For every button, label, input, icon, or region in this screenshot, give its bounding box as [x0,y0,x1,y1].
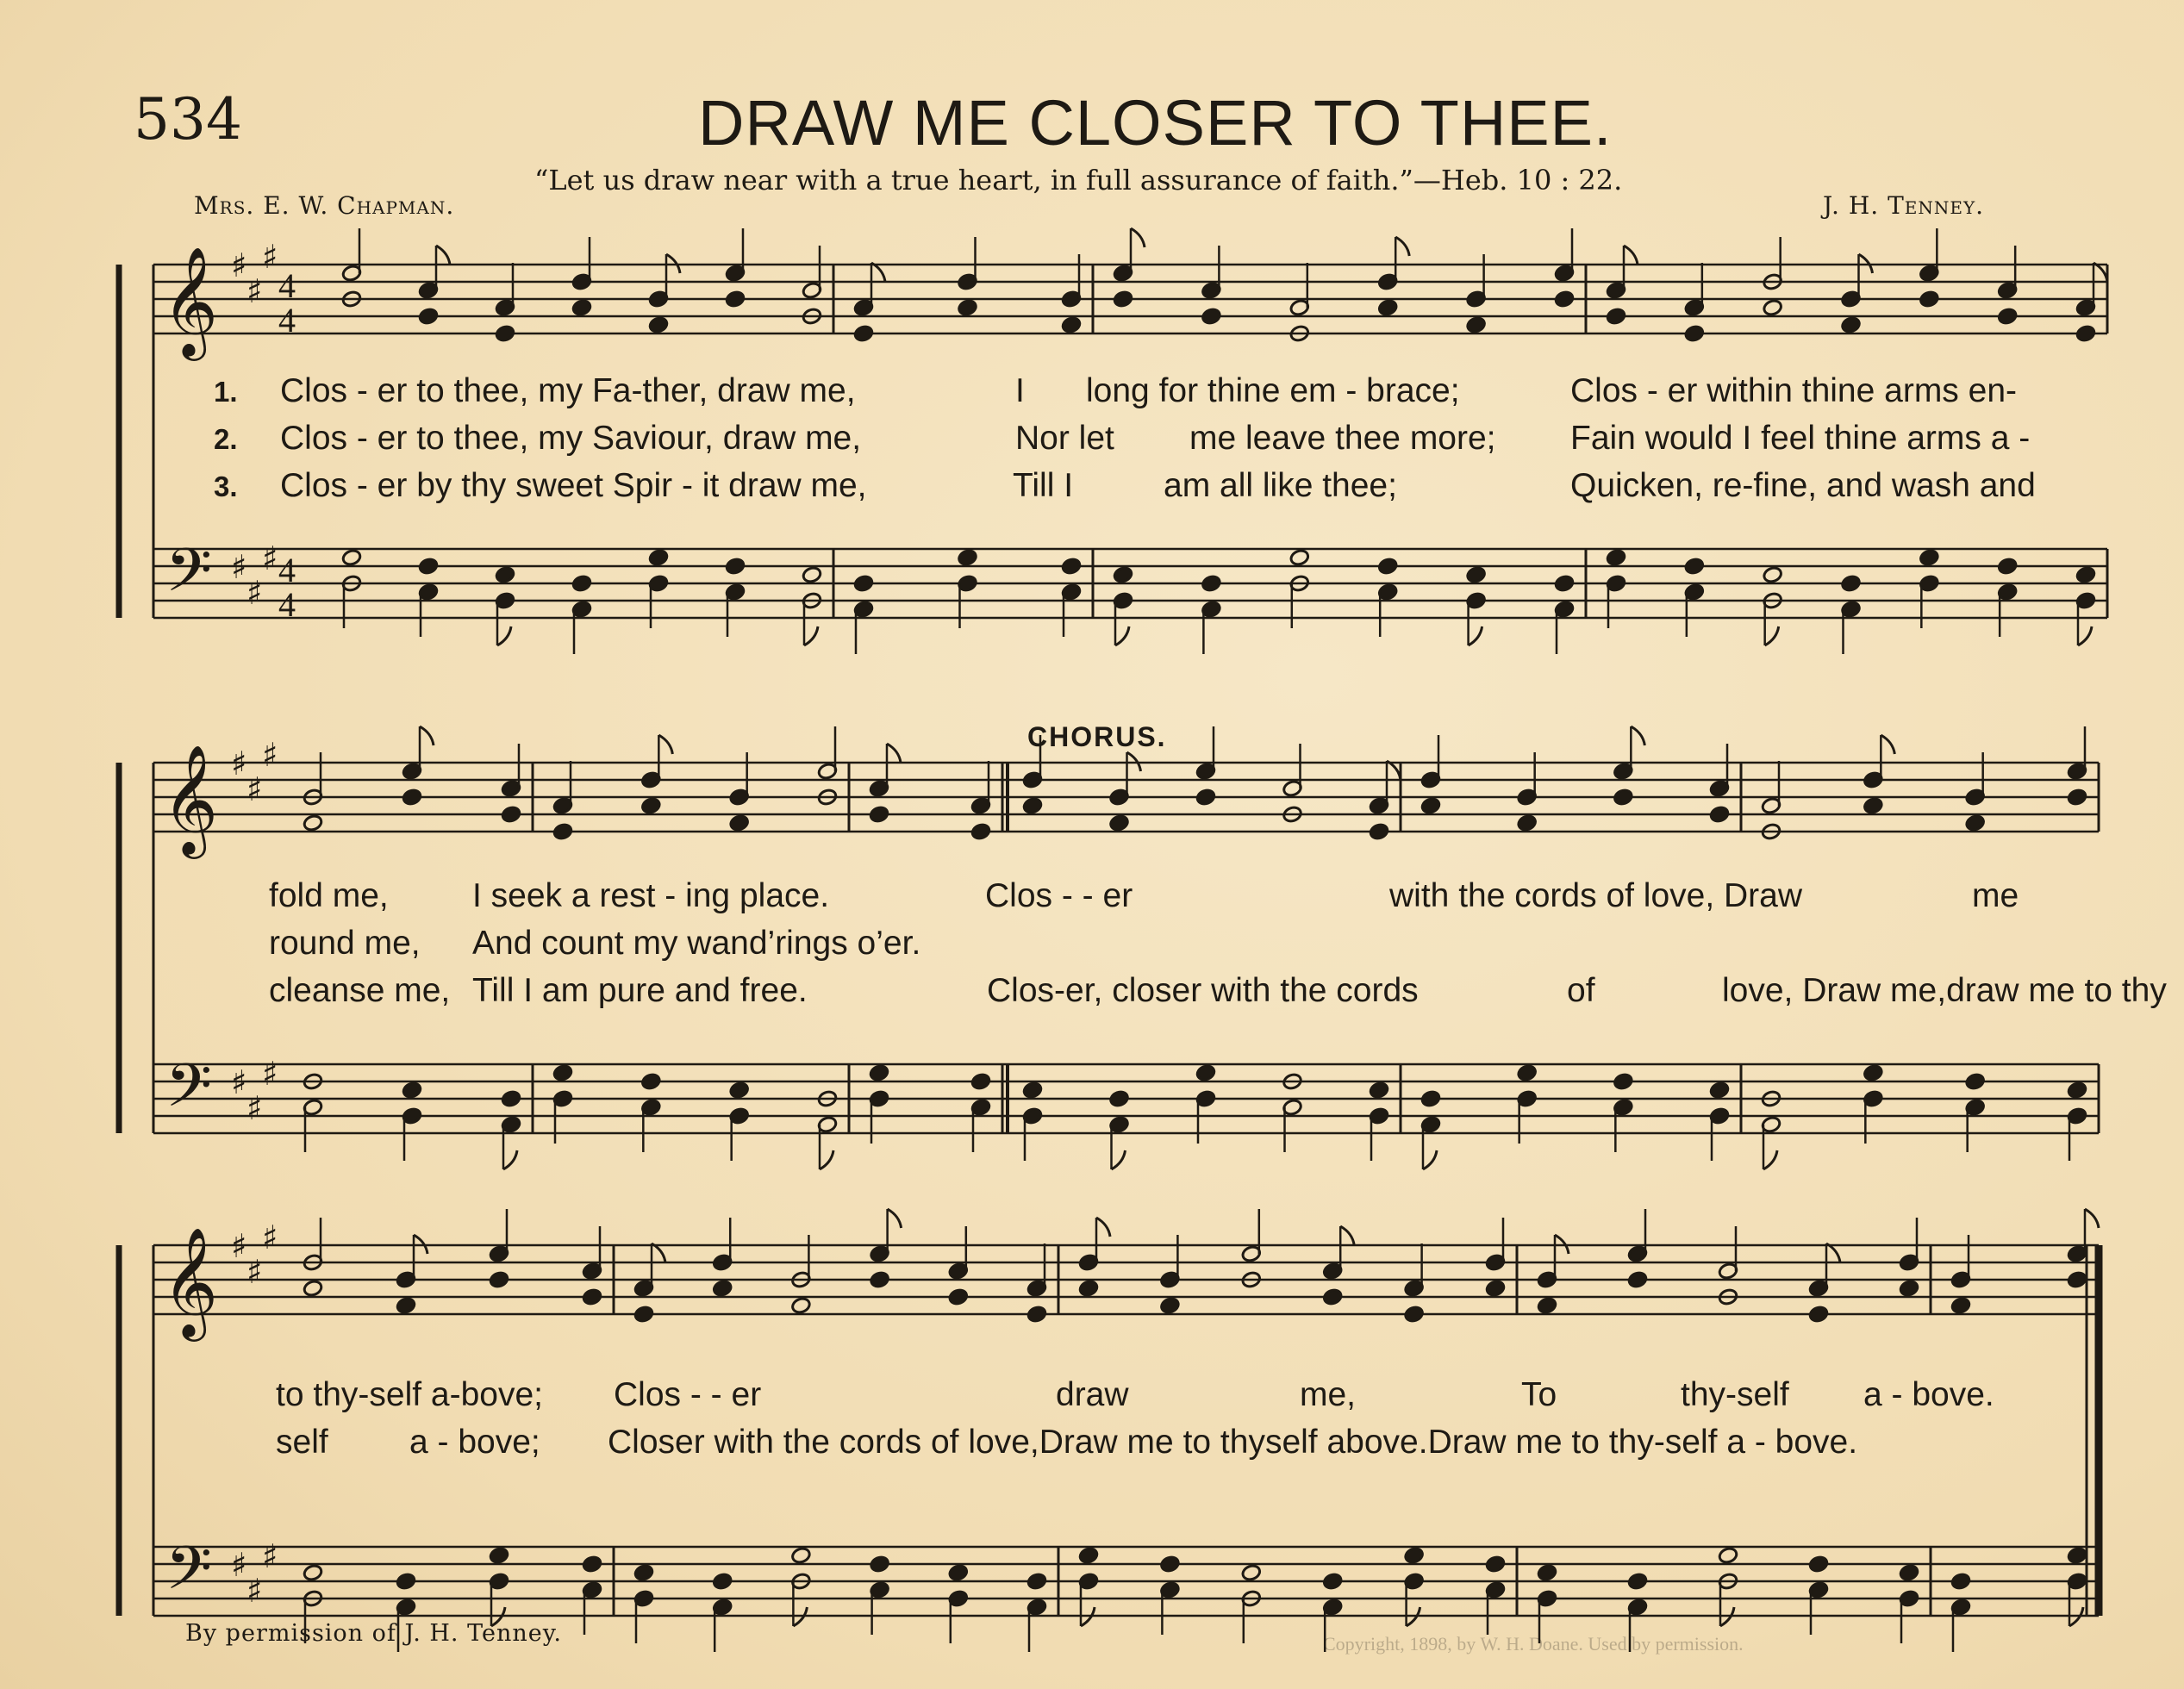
lyric-s1-v1-c: long for thine em - brace; [1086,372,1460,409]
lyric-s3-v1-b: Clos - - er [614,1376,762,1413]
bass-note-upper [1863,1064,1883,1082]
bass-note-upper [633,1564,654,1582]
treble-note-lower [2067,788,2087,807]
lyric-s3-v3-b: a - bove; [409,1424,540,1461]
lyric-s2-v3-d: of [1567,972,1595,1009]
bass-note-upper [725,558,746,576]
treble-note-lower [1195,788,1216,807]
bass-note-upper [1997,558,2018,576]
bass-note-upper [1537,1564,1557,1582]
bass-note-upper [341,549,362,567]
note-flag [1765,626,1779,645]
bass-note-upper [790,1547,811,1565]
bass-note-upper [2067,1081,2087,1100]
treble-note-lower [1061,316,1082,334]
treble-note-lower [729,814,750,832]
note-flag [658,735,672,754]
bass-note-upper [1420,1090,1441,1108]
lyric-s1-v2-d: Fain would I feel thine arms a - [1570,420,2031,457]
treble-note-lower [725,290,746,309]
bass-note-upper [1022,1081,1043,1100]
bass-clef-icon: 𝄢 [165,1050,213,1135]
treble-note-lower [1113,290,1133,309]
treble-note-lower [1022,797,1043,815]
bass-note-upper [1201,575,1221,593]
treble-note-lower [1159,1297,1180,1315]
treble-note-lower [970,823,991,841]
bass-note-upper [948,1564,969,1582]
treble-note-lower [2067,1271,2087,1289]
bass-note-upper [2075,566,2096,584]
treble-note-lower [582,1288,602,1306]
bass-note-upper [418,558,439,576]
note-flag [652,1243,665,1262]
sharp-sign: ♯ [262,736,278,774]
treble-note-lower [2075,325,2096,343]
bass-note-upper [1950,1573,1971,1591]
treble-note-lower [1763,299,1783,317]
treble-note-lower [1709,806,1730,824]
treble-note-lower [1841,316,1862,334]
bass-note-upper [1627,1573,1648,1591]
lyric-s2-v2-b: And count my wand’rings o’er. [472,925,921,962]
lyric-s1-v1-b: I [1015,372,1025,409]
bass-note-upper [582,1555,602,1574]
bass-note-upper [1718,1547,1738,1565]
sharp-sign: ♯ [262,1537,278,1575]
bass-note-upper [489,1547,509,1565]
lyric-s3-v3-c: Closer with the cords of love,Draw me to thyself above.Draw me to thy-self a - bove. [608,1424,1858,1461]
bass-note-upper [648,549,669,567]
lyric-s1-v2-b: Nor let [1015,420,1114,457]
lyric-s2-v1-d: with the cords of love, Draw [1389,877,1803,914]
bass-note-upper [402,1081,422,1100]
note-flag [820,1150,833,1169]
treble-note-lower [1606,308,1626,326]
lyric-s3-v1-a: to thy-self a-bove; [276,1376,543,1413]
time-signature-bottom: 4 [278,301,296,340]
bass-note-upper [1241,1564,1262,1582]
treble-note-lower [1965,814,1986,832]
bass-note-upper [1109,1090,1130,1108]
note-flag [503,1150,517,1169]
note-flag [1131,228,1145,247]
bass-note-upper [1113,566,1133,584]
sharp-sign: ♯ [246,272,263,310]
lyric-s1-v3-d: Quicken, re-fine, and wash and [1570,467,2036,504]
lyric-s3-v1-d: me, [1300,1376,1357,1413]
note-flag [871,263,885,282]
note-flag [1631,726,1644,745]
bleed-through-copyright: Copyright, 1898, by W. H. Doane. Used by permission. [1323,1633,1744,1655]
bass-note-upper [571,575,592,593]
verse-number-3: 3. [214,471,238,502]
note-flag [1112,1150,1126,1169]
note-flag [1395,237,1409,256]
treble-note-lower [640,797,661,815]
bass-note-upper [1919,549,1939,567]
bass-note-upper [958,549,978,567]
page-title: DRAW ME CLOSER TO THEE. [698,87,1613,159]
bass-note-upper [1899,1564,1919,1582]
treble-note-lower [1613,788,1633,807]
lyric-s2-v2-a: round me, [269,925,421,962]
bass-note-upper [1289,549,1310,567]
scripture-epigraph: “Let us draw near with a true heart, in full assurance of faith.”—Heb. 10 : 22. [534,164,1623,196]
treble-note-lower [869,806,889,824]
treble-note-lower [489,1271,509,1289]
treble-note-lower [1950,1297,1971,1315]
time-signature-top: 4 [278,551,296,589]
sharp-sign: ♯ [231,1546,247,1584]
bass-note-upper [870,1555,890,1574]
bass-note-upper [2067,1547,2087,1565]
bass-note-upper [802,566,822,584]
treble-note-lower [1863,797,1883,815]
note-flag [1624,246,1638,265]
lyric-s1-v1-d: Clos - er within thine arms en- [1570,372,2018,409]
chorus-label: CHORUS. [1027,721,1167,752]
lyric-s2-v3-c: Clos-er, closer with the cords [987,972,1419,1009]
bass-note-upper [853,575,874,593]
bass-note-upper [1613,1073,1633,1091]
treble-note-lower [552,823,573,841]
sharp-sign: ♯ [246,574,263,612]
verse-number-2: 2. [214,423,238,455]
treble-note-lower [870,1271,890,1289]
note-flag [1826,1243,1840,1262]
bass-note-upper [869,1064,889,1082]
sharp-sign: ♯ [262,1218,278,1256]
treble-note-lower [1026,1306,1047,1324]
treble-note-lower [1899,1280,1919,1298]
sharp-sign: ♯ [231,745,247,782]
treble-note-lower [1485,1280,1506,1298]
treble-note-lower [1997,308,2018,326]
lyric-s3-v3-a: self [276,1424,328,1461]
treble-note-lower [1627,1271,1648,1289]
bass-note-upper [1763,566,1783,584]
lyric-s2-v1-b: I seek a rest - ing place. [472,877,830,914]
bass-note-upper [1195,1064,1216,1082]
treble-clef-icon: 𝄞 [162,744,219,854]
note-flag [1881,735,1894,754]
sharp-sign: ♯ [231,1063,247,1101]
lyric-s1-v3-c: am all like thee; [1164,467,1397,504]
sharp-sign: ♯ [262,539,278,577]
treble-note-lower [1466,316,1487,334]
lyric-s2-v1-a: fold me, [269,877,389,914]
sharp-sign: ♯ [246,1572,263,1610]
bass-note-upper [1709,1081,1730,1100]
treble-clef-icon: 𝄞 [162,1226,219,1337]
treble-note-lower [1808,1306,1829,1324]
treble-note-lower [648,316,669,334]
lyric-s1-v1-a: Clos - er to thee, my Fa-ther, draw me, [280,372,856,409]
bass-note-upper [1684,558,1705,576]
lyric-s2-v3-e: love, Draw me,draw me to thy [1722,972,2167,1009]
bass-note-upper [1485,1555,1506,1574]
bass-note-upper [495,566,515,584]
lyric-s1-v3-a: Clos - er by thy sweet Spir - it draw me, [280,467,867,504]
note-flag [887,744,901,763]
bass-note-upper [1061,558,1082,576]
time-signature-bottom: 4 [278,585,296,624]
note-flag [436,246,450,265]
treble-note-lower [303,814,323,832]
bass-note-upper [303,1564,323,1582]
note-flag [1423,1150,1437,1169]
bass-note-upper [1026,1573,1047,1591]
note-flag [888,1209,902,1228]
lyric-s3-v1-c: draw [1056,1376,1129,1413]
note-flag [2078,626,2092,645]
treble-note-lower [501,806,521,824]
lyric-s3-v1-f: thy-self [1681,1376,1789,1413]
bass-note-upper [552,1064,573,1082]
note-flag [420,726,434,745]
bass-note-upper [729,1081,750,1100]
hymn-number: 534 [134,86,242,153]
lyric-s2-v1-e: me [1972,877,2019,914]
treble-note-lower [1517,814,1538,832]
bass-note-upper [1554,575,1575,593]
lyric-s1-v2-a: Clos - er to thee, my Saviour, draw me, [280,420,862,457]
bass-note-upper [640,1073,661,1091]
sharp-sign: ♯ [231,1227,247,1265]
note-flag [1763,1150,1777,1169]
sharp-sign: ♯ [262,238,278,276]
sharp-sign: ♯ [246,1089,263,1127]
treble-note-lower [790,1297,811,1315]
bass-note-upper [1078,1547,1099,1565]
note-flag [2094,263,2107,282]
sharp-sign: ♯ [231,246,247,284]
bass-note-upper [1517,1064,1538,1082]
note-flag [1096,1218,1110,1237]
treble-note-lower [1554,290,1575,309]
lyric-s1-v3-b: Till I [1013,467,1074,504]
note-flag [1469,626,1482,645]
treble-note-lower [1377,299,1398,317]
bass-note-upper [501,1090,521,1108]
lyric-s2-v3-b: Till I am pure and free. [472,972,808,1009]
time-signature-top: 4 [278,266,296,305]
treble-note-lower [1420,797,1441,815]
treble-note-lower [1369,823,1389,841]
bass-note-upper [1841,575,1862,593]
note-flag [497,626,511,645]
sharp-sign: ♯ [262,1055,278,1093]
treble-note-lower [402,788,422,807]
lyric-s3-v1-e: To [1521,1376,1557,1413]
permission-credit: By permission of J. H. Tenney. [185,1620,562,1647]
bass-note-upper [1466,566,1487,584]
sharp-sign: ♯ [246,770,263,808]
bass-note-upper [1404,1547,1425,1565]
treble-note-lower [948,1288,969,1306]
bass-note-upper [396,1573,416,1591]
bass-note-upper [1322,1573,1343,1591]
sharp-sign: ♯ [246,1253,263,1291]
lyric-s2-v3-a: cleanse me, [269,972,451,1009]
treble-note-lower [853,325,874,343]
treble-note-lower [418,308,439,326]
bass-note-upper [1965,1073,1986,1091]
treble-clef-icon: 𝄞 [162,246,219,356]
treble-note-lower [495,325,515,343]
note-flag [1387,761,1401,780]
verse-number-1: 1. [214,376,238,408]
note-flag [1115,626,1129,645]
bass-note-upper [970,1073,991,1091]
treble-note-lower [1078,1280,1099,1298]
author-credit: Mrs. E. W. Chapman. [194,191,455,220]
note-flag [2085,1209,2099,1228]
bass-clef-icon: 𝄢 [165,1533,213,1617]
note-flag [804,626,818,645]
lyric-s1-v2-c: me leave thee more; [1189,420,1496,457]
bass-note-upper [1159,1555,1180,1574]
lyric-s3-v1-g: a - bove. [1863,1376,1994,1413]
bass-note-upper [1606,549,1626,567]
note-flag [1340,1226,1354,1245]
treble-note-lower [571,299,592,317]
treble-note-lower [1919,290,1939,309]
treble-note-lower [1201,308,1221,326]
bass-note-upper [712,1573,733,1591]
composer-credit: J. H. Tenney. [1823,191,1985,220]
bass-note-upper [1808,1555,1829,1574]
treble-note-lower [712,1280,733,1298]
sharp-sign: ♯ [231,548,247,586]
treble-note-lower [303,1280,323,1298]
treble-note-lower [1404,1306,1425,1324]
treble-note-lower [396,1297,416,1315]
bass-note-upper [1377,558,1398,576]
treble-note-lower [1322,1288,1343,1306]
treble-note-lower [633,1306,654,1324]
treble-note-lower [958,299,978,317]
treble-note-lower [1109,814,1130,832]
lyric-s2-v1-c: Clos - - er [985,877,1133,914]
bass-note-upper [1369,1081,1389,1100]
treble-note-lower [1684,325,1705,343]
bass-clef-icon: 𝄢 [165,535,213,620]
treble-note-lower [1537,1297,1557,1315]
